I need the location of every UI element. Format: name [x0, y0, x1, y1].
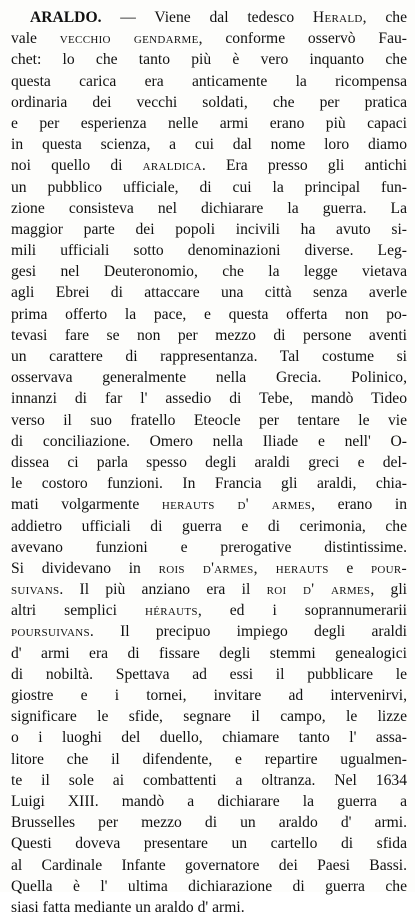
- text-line: [11, 282, 407, 303]
- text-run: e per esperienza nelle armi erano più capaci: [11, 114, 407, 132]
- text-line: [11, 749, 407, 770]
- small-caps-term: rois d'armes, herauts: [158, 559, 329, 577]
- text-run: avevano funzioni e prerogative distintissime.: [11, 538, 407, 556]
- text-line: [11, 579, 407, 600]
- text-run: un carattere di rappresentanza. Tal costume si: [11, 348, 407, 365]
- text-line: [11, 92, 407, 113]
- text-line: [11, 558, 407, 579]
- text-run: litore che il difendente, e repartire ugualmen-: [11, 750, 407, 768]
- text-run: , conforme osservò Fau-: [198, 30, 407, 48]
- text-run: agli Ebrei di attaccare una città senza averle: [11, 284, 407, 302]
- text-line: [11, 791, 407, 812]
- text-line: [11, 388, 407, 409]
- text-line: [11, 727, 407, 748]
- headword: ARALDO.: [30, 9, 102, 26]
- text-run: significare le sfide, segnare il campo, le lizze: [11, 708, 407, 726]
- text-line: [11, 516, 407, 537]
- text-run: maggior parte dei popoli incivili ha avuto si-: [11, 220, 407, 238]
- text-line: [11, 304, 407, 325]
- text-line: [11, 367, 407, 388]
- text-line: [11, 49, 407, 70]
- text-run: addietro ufficiali di guerra e di cerimonia, che: [11, 517, 407, 535]
- text-run: altri semplici: [11, 602, 145, 620]
- small-caps-term: pour-: [370, 559, 408, 577]
- text-line: [11, 452, 407, 473]
- small-caps-term: suivans: [11, 581, 60, 599]
- text-run: , erano in: [311, 496, 407, 514]
- text-run: , ed i soprannumerarii: [197, 602, 407, 620]
- text-run: mati volgarmente: [11, 496, 162, 514]
- text-run: verso il suo fratello Eteocle per tentare le vie: [11, 411, 407, 429]
- text-run: te il sole ai combattenti a oltranza. Nel 1634: [11, 771, 407, 789]
- text-line: [11, 812, 407, 833]
- text-line: [11, 198, 407, 219]
- text-run: un pubblico ufficiale, di cui la principal fun-: [11, 178, 407, 196]
- text-line: [11, 643, 407, 664]
- text-line: [11, 28, 407, 49]
- text-run: d' armi era di fissare degli stemmi genealogici: [11, 644, 407, 662]
- text-line: [11, 621, 407, 642]
- text-run: siasi fatta mediante un araldo d' armi.: [11, 898, 245, 916]
- text-line: [11, 113, 407, 134]
- text-run: , che: [362, 9, 407, 26]
- small-caps-term: hérauts: [144, 602, 198, 620]
- text-line: [11, 325, 407, 346]
- text-run: di conciliazione. Omero nella Iliade e nell' O-: [11, 432, 407, 450]
- text-run: questa carica era anticamente la ricompensa: [11, 72, 407, 90]
- text-run: vale: [11, 30, 60, 48]
- small-caps-term: vecchio gendarme: [59, 30, 199, 48]
- text-line: [11, 494, 407, 515]
- text-run: , gli: [370, 581, 407, 599]
- text-line: [11, 155, 407, 176]
- text-run: innanzi di far l' assedio di Tebe, mandò Tideo: [11, 390, 407, 408]
- text-run: in questa scienza, a cui dal nome loro diamo: [11, 136, 407, 154]
- text-line: [11, 833, 407, 854]
- small-caps-term: araldica: [142, 157, 202, 175]
- text-line: [11, 261, 407, 282]
- text-run: dissea ci parla spesso degli araldi greci e del-: [11, 453, 407, 471]
- text-run: o i luoghi del duello, chiamare tanto l' assa-: [11, 729, 407, 747]
- text-run: tevasi fare se non per mezzo di persone aventi: [11, 326, 407, 344]
- text-run: Si dividevano in: [11, 559, 159, 577]
- small-caps-term: herauts d' armes: [161, 496, 312, 514]
- text-line: [11, 537, 407, 558]
- small-caps-term: roi d' armes: [266, 581, 371, 599]
- text-run: al Cardinale Infante governatore dei Paesi Bassi.: [11, 856, 407, 874]
- text-run: mili ufficiali sotto denominazioni diverse. Leg-: [11, 242, 407, 260]
- text-run: giostre e i tornei, invitare ad intervenirvi,: [11, 687, 407, 704]
- text-run: zione consisteva nel dichiarare la guerra. La: [11, 199, 407, 217]
- text-run: prima offerto la pace, e questa offerta non po-: [11, 305, 407, 323]
- text-line: [11, 473, 407, 494]
- text-line: [11, 897, 407, 918]
- text-run: Questi doveva presentare un cartello di sfida: [11, 835, 407, 853]
- text-run: gesi nel Deuteronomio, che la legge vietava: [11, 263, 407, 281]
- text-run: osservava generalmente nella Grecia. Polinico,: [11, 369, 407, 387]
- text-run: noi quello di: [11, 157, 143, 175]
- text-line: [11, 600, 407, 621]
- text-line: [11, 431, 407, 452]
- text-line: [11, 685, 407, 706]
- text-line: [11, 664, 407, 685]
- text-line: [11, 876, 407, 897]
- text-line: [11, 410, 407, 431]
- text-run: — Viene dal tedesco: [101, 9, 313, 26]
- text-run: Luigi XIII. mandò a dichiarare la guerra a: [11, 792, 407, 810]
- text-line: [11, 219, 407, 240]
- text-run: chet: lo che tanto più è vero inquanto che: [11, 51, 407, 69]
- text-line: [11, 134, 407, 155]
- text-run: e: [328, 559, 371, 577]
- text-run: le costoro funzioni. In Francia gli araldi, chia-: [11, 475, 407, 493]
- text-line: [11, 706, 407, 727]
- text-line: [11, 346, 407, 367]
- text-run: . Era presso gli antichi: [201, 157, 407, 175]
- text-run: di nobiltà. Spettava ad essi il pubblicare le: [11, 665, 407, 683]
- text-run: . Il precipuo impiego degli araldi: [89, 623, 407, 641]
- text-run: Quella è l' ultima dichiarazione di guerra che: [11, 877, 407, 895]
- text-line: [11, 177, 407, 198]
- text-run: . Il più anziano era il: [59, 581, 267, 599]
- article-araldo: [11, 7, 407, 918]
- small-caps-term: poursuivans: [11, 623, 90, 641]
- text-line: [11, 240, 407, 261]
- text-line: [11, 7, 407, 28]
- text-run: Brusselles per mezzo di un araldo d' armi.: [11, 814, 407, 832]
- text-line: [11, 770, 407, 791]
- text-run: ordinaria dei vecchi soldati, che per pratica: [11, 93, 407, 111]
- text-line: [11, 71, 407, 92]
- small-caps-term: Herald: [312, 9, 363, 26]
- text-line: [11, 855, 407, 876]
